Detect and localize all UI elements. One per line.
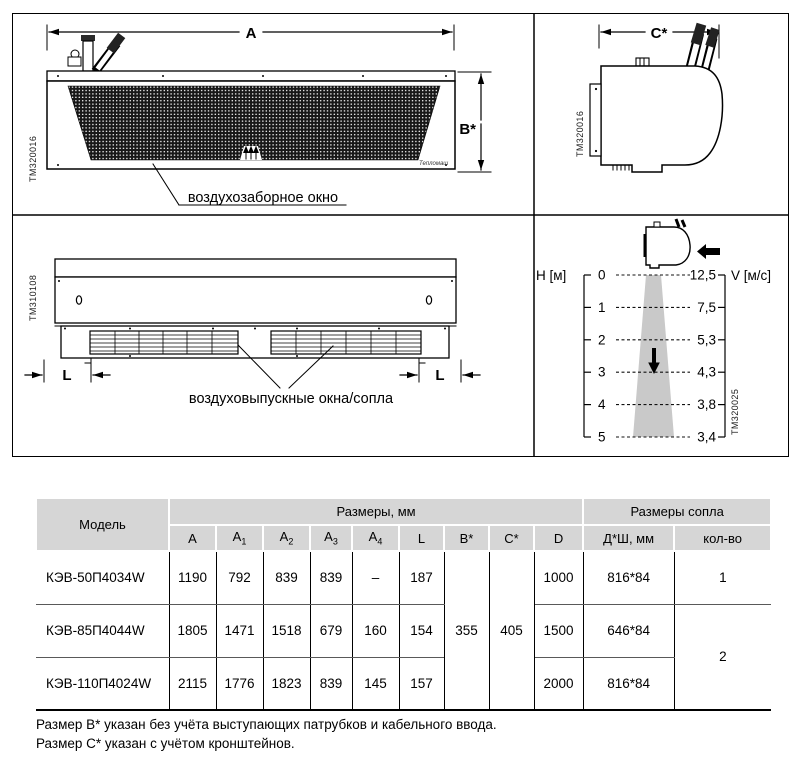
- front-drawing-code: ТМ320016: [28, 135, 38, 182]
- header-c: C*: [489, 525, 534, 551]
- cell-d: 1000: [534, 551, 583, 604]
- cell-a1: 792: [216, 551, 263, 604]
- h-tick: 2: [598, 332, 606, 348]
- cell-a1: 1471: [216, 604, 263, 657]
- h-tick: 0: [598, 267, 606, 283]
- cell-a4: 145: [352, 657, 399, 710]
- outlet-grille-left: [90, 331, 238, 354]
- header-model: Модель: [36, 498, 169, 551]
- h-tick: 1: [598, 299, 606, 315]
- cell-a2: 1518: [263, 604, 310, 657]
- header-a3: $А_3$: [310, 525, 352, 551]
- intake-callout: воздухозаборное окно: [187, 190, 339, 206]
- header-dims-group: Размеры, мм: [169, 498, 583, 525]
- cell-l: 157: [399, 657, 444, 710]
- cell-a2: 1823: [263, 657, 310, 710]
- jet-velocity-chart: [536, 219, 771, 445]
- header-nozzle-qty: кол-во: [674, 525, 771, 551]
- bottom-drawing-code: ТМ310108: [28, 274, 38, 321]
- cell-l: 187: [399, 551, 444, 604]
- cell-b-merged: 355: [444, 551, 489, 710]
- cell-l: 154: [399, 604, 444, 657]
- cell-a3: 679: [310, 604, 352, 657]
- v-tick: 3,8: [697, 397, 716, 413]
- header-a2: $А_2$: [263, 525, 310, 551]
- header-d: D: [534, 525, 583, 551]
- dimensions-table: [35, 497, 772, 711]
- dim-c-label: C*: [650, 25, 668, 42]
- side-view: [575, 25, 723, 172]
- drawings-panel: [12, 13, 789, 457]
- dim-l-right-label: L: [435, 367, 445, 384]
- table-row: [36, 604, 771, 657]
- cell-model: КЭВ-85П4044W: [36, 604, 169, 657]
- brand-logo: Тепломаш: [419, 161, 449, 167]
- h-tick: 3: [598, 364, 606, 380]
- footnote-b: Размер B* указан без учёта выступающих патрубков и кабельного ввода.: [36, 717, 497, 732]
- cell-d: 2000: [534, 657, 583, 710]
- cell-nozzle: 816*84: [583, 657, 674, 710]
- cell-qty-merged: 2: [674, 604, 771, 710]
- side-drawing-code: ТМ320016: [575, 110, 585, 157]
- h-axis-label: H [м]: [536, 268, 567, 283]
- footnotes: [36, 715, 497, 753]
- cell-a3: 839: [310, 657, 352, 710]
- cell-a1: 1776: [216, 657, 263, 710]
- cell-nozzle: 816*84: [583, 551, 674, 604]
- cell-a4: 160: [352, 604, 399, 657]
- v-axis-label: V [м/с]: [731, 268, 772, 283]
- v-tick: 5,3: [697, 332, 716, 348]
- outlet-grille-right: [271, 331, 421, 354]
- cell-d: 1500: [534, 604, 583, 657]
- v-tick: 3,4: [697, 429, 716, 445]
- device-icon: [646, 227, 690, 268]
- header-a4: $А_4$: [352, 525, 399, 551]
- cell-model: КЭВ-110П4024W: [36, 657, 169, 710]
- cell-nozzle: 646*84: [583, 604, 674, 657]
- dim-b-label: B*: [459, 121, 476, 138]
- v-tick: 7,5: [697, 299, 716, 315]
- cell-a: 1190: [169, 551, 216, 604]
- v-tick: 4,3: [697, 364, 716, 380]
- outlet-callout: воздуховыпускные окна/сопла: [188, 391, 394, 407]
- cell-a: 2115: [169, 657, 216, 710]
- header-l: L: [399, 525, 444, 551]
- technical-drawing: [13, 14, 788, 456]
- cell-a4: –: [352, 551, 399, 604]
- cell-a3: 839: [310, 551, 352, 604]
- h-tick: 5: [598, 429, 606, 445]
- table-row: [36, 657, 771, 710]
- table-group-header-row: [36, 498, 771, 525]
- cell-c-merged: 405: [489, 551, 534, 710]
- chart-drawing-code: ТМ320025: [730, 388, 740, 435]
- cell-a: 1805: [169, 604, 216, 657]
- h-tick: 4: [598, 397, 606, 413]
- front-view: [28, 25, 491, 206]
- footnote-c: Размер C* указан с учётом кронштейнов.: [36, 736, 295, 751]
- header-a: А: [169, 525, 216, 551]
- header-a1: $А_1$: [216, 525, 263, 551]
- inflow-arrow-icon: [697, 244, 720, 259]
- table-row: [36, 551, 771, 604]
- header-nozzle-group: Размеры сопла: [583, 498, 771, 525]
- cell-qty: 1: [674, 551, 771, 604]
- header-nozzle-size: Д*Ш, мм: [583, 525, 674, 551]
- cell-model: КЭВ-50П4034W: [36, 551, 169, 604]
- dim-l-left-label: L: [62, 367, 72, 384]
- dim-a-label: A: [245, 25, 257, 42]
- bottom-view: [25, 259, 480, 407]
- cell-a2: 839: [263, 551, 310, 604]
- header-b: B*: [444, 525, 489, 551]
- v-tick: 12,5: [689, 267, 716, 283]
